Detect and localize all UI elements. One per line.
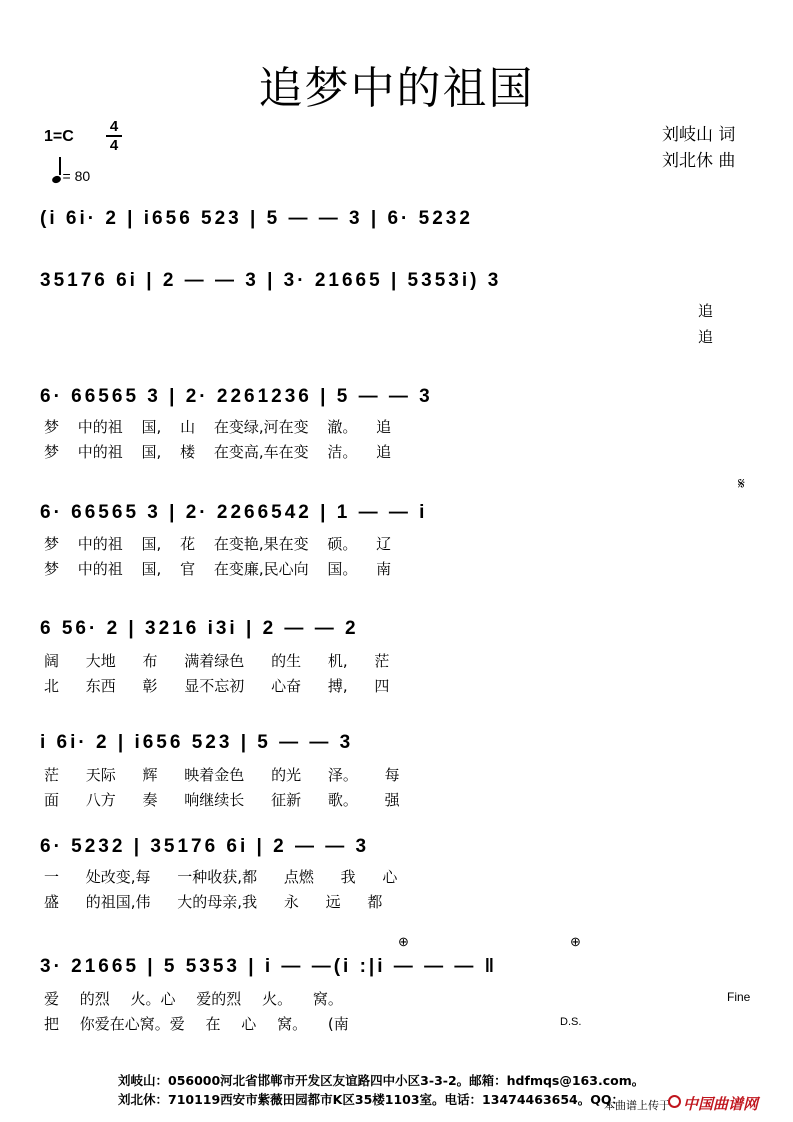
tempo-marking [52, 163, 90, 184]
site-name[interactable]: 中国曲谱网 [683, 1095, 759, 1113]
lyric-row-8-v1: 爱 的烈 火。心 爱的烈 火。 窝。 [44, 990, 343, 1008]
time-top: 4 [109, 118, 119, 135]
segno-icon: 𝄋 [738, 476, 745, 493]
notation-row-6: i 6i· 2 | i656 523 | 5 — — 3 [40, 732, 354, 753]
tempo-value: = 80 [62, 168, 91, 184]
lyric-row-6-v1: 茫 天际 辉 映着金色 的光 泽。 每 [44, 766, 400, 784]
lyric-row-2-v2: 追 [698, 328, 714, 346]
notation-row-8: 3· 21665 | 5 5353 | i — —(i :|i — — — ‖ [40, 956, 498, 977]
notation-row-4: 6· 66565 3 | 2· 2266542 | 1 — — i [40, 502, 428, 523]
composer: 刘北休 曲 [662, 151, 736, 171]
lyric-row-4-v2: 梦 中的祖 国, 官 在变廉,民心向 国。 南 [44, 560, 392, 578]
footer-contact-lyricist: 刘岐山：056000河北省邯郸市开发区友谊路四中小区3-3-2。邮箱：hdfmqs@163.com。 [118, 1073, 645, 1088]
site-logo-icon [668, 1095, 681, 1108]
uploaded-label: 本曲谱上传于 [604, 1099, 670, 1112]
lyric-row-8-v2: 把 你爱在心窝。爱 在 心 窝。 (南 [44, 1015, 349, 1033]
time-signature [104, 118, 124, 154]
notation-row-5: 6 56· 2 | 3216 i3i | 2 — — 2 [40, 618, 359, 639]
footer-contact-composer: 刘北休：710119西安市紫薇田园都市K区35楼1103室。电话：13474463654。QQ： [118, 1092, 624, 1107]
lyric-row-4-v1: 梦 中的祖 国, 花 在变艳,果在变 硕。 辽 [44, 535, 392, 553]
lyric-row-5-v1: 阔 大地 布 满着绿色 的生 机, 茫 [44, 652, 390, 670]
lyricist: 刘岐山 词 [662, 125, 736, 145]
key-signature: 1=C [44, 128, 74, 145]
lyric-row-7-v2: 盛 的祖国,伟 大的母亲,我 永 远 都 [44, 893, 383, 911]
fine-marking: Fine [727, 990, 751, 1004]
lyric-row-3-v1: 梦 中的祖 国, 山 在变绿,河在变 澈。 追 [44, 418, 392, 436]
time-bottom: 4 [109, 137, 119, 154]
notation-row-7: 6· 5232 | 35176 6i | 2 — — 3 [40, 836, 370, 857]
lyric-row-6-v2: 面 八方 奏 响继续长 征新 歌。 强 [44, 791, 400, 809]
lyric-row-2-v1: 追 [698, 302, 714, 320]
coda-icon: ⊕ [570, 934, 581, 949]
lyric-row-5-v2: 北 东西 彰 显不忘初 心奋 搏, 四 [44, 677, 390, 695]
song-title: 追梦中的祖国 [258, 63, 535, 114]
notation-row-3: 6· 66565 3 | 2· 2261236 | 5 — — 3 [40, 386, 433, 407]
lyric-row-7-v1: 一 处改变,每 一种收获,都 点燃 我 心 [44, 868, 398, 886]
quarter-note-icon [51, 175, 62, 185]
coda-icon: ⊕ [398, 934, 409, 949]
lyric-row-3-v2: 梦 中的祖 国, 楼 在变高,车在变 洁。 追 [44, 443, 392, 461]
ds-marking: D.S. [560, 1016, 582, 1028]
notation-row-2: 35176 6i | 2 — — 3 | 3· 21665 | 5353i) 3 [40, 270, 502, 291]
notation-row-1: (i 6i· 2 | i656 523 | 5 — — 3 | 6· 5232 [40, 208, 473, 229]
